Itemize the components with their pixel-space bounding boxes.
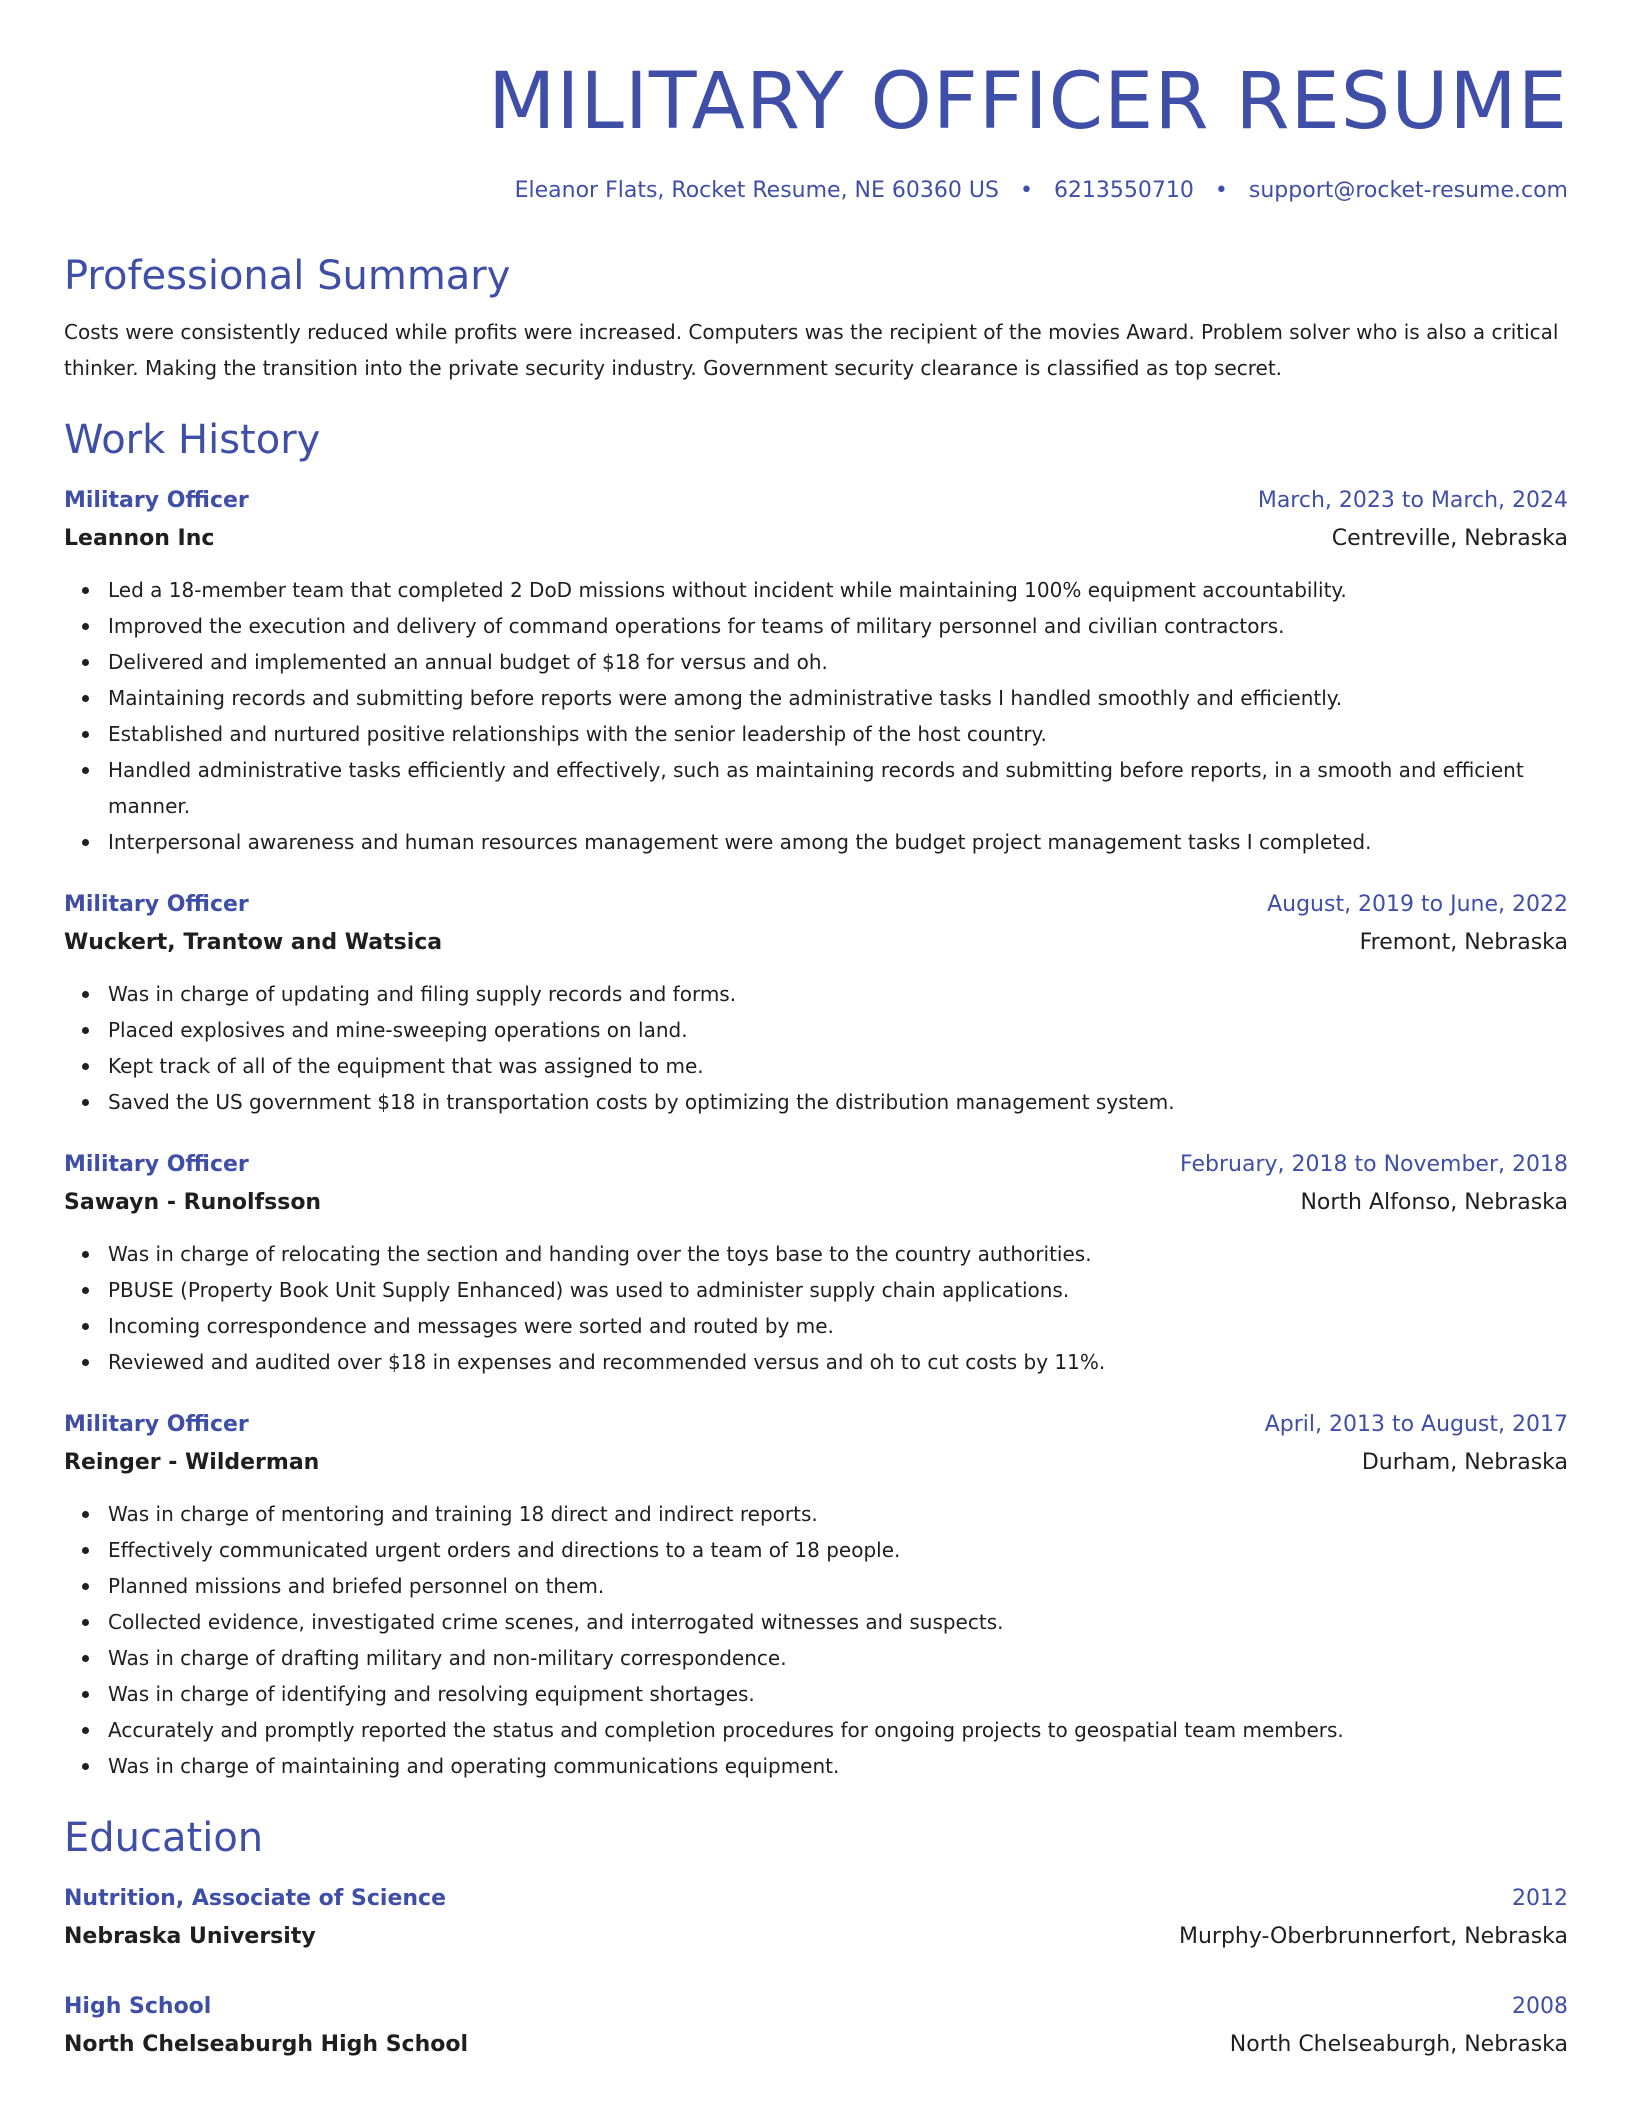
job-company: Sawayn - Runolfsson	[64, 1190, 322, 1215]
job-company-row	[64, 520, 1568, 558]
job-location: Centreville, Nebraska	[1331, 526, 1568, 551]
education-section	[64, 1812, 1568, 2064]
job-entry	[64, 1406, 1568, 1784]
list-item: Placed explosives and mine-sweeping operations on land.	[108, 1012, 1568, 1048]
list-item: Was in charge of drafting military and non-military correspondence.	[108, 1640, 1568, 1676]
job-entry	[64, 1146, 1568, 1380]
job-role: Military Officer	[64, 892, 249, 917]
job-title-row	[64, 886, 1568, 924]
list-item: PBUSE (Property Book Unit Supply Enhanced) was used to administer supply chain applications.	[108, 1272, 1568, 1308]
job-entry	[64, 886, 1568, 1120]
job-location: Fremont, Nebraska	[1359, 930, 1568, 955]
job-bullets	[64, 976, 1568, 1120]
job-title-row	[64, 1146, 1568, 1184]
list-item: Maintaining records and submitting before reports were among the administrative tasks I handled smoothly and efficiently.	[108, 680, 1568, 716]
list-item: Reviewed and audited over $18 in expenses and recommended versus and oh to cut costs by 11%.	[108, 1344, 1568, 1380]
list-item: Planned missions and briefed personnel on them.	[108, 1568, 1568, 1604]
job-company: Reinger - Wilderman	[64, 1450, 320, 1475]
job-company: Wuckert, Trantow and Watsica	[64, 930, 443, 955]
section-heading: Education	[64, 1815, 264, 1861]
education-year: 2012	[1512, 1886, 1568, 1911]
education-degree: High School	[64, 1994, 212, 2019]
list-item: Was in charge of relocating the section and handing over the toys base to the country authorities.	[108, 1236, 1568, 1272]
job-bullets	[64, 1496, 1568, 1784]
list-item: Kept track of all of the equipment that was assigned to me.	[108, 1048, 1568, 1084]
job-role: Military Officer	[64, 1152, 249, 1177]
job-title-row	[64, 482, 1568, 520]
job-dates: April, 2013 to August, 2017	[1264, 1412, 1568, 1437]
job-company-row	[64, 924, 1568, 962]
list-item: Established and nurtured positive relationships with the senior leadership of the host country.	[108, 716, 1568, 752]
list-item: Incoming correspondence and messages were sorted and routed by me.	[108, 1308, 1568, 1344]
job-company-row	[64, 1184, 1568, 1222]
job-dates: August, 2019 to June, 2022	[1267, 892, 1568, 917]
job-location: Durham, Nebraska	[1361, 1450, 1568, 1475]
list-item: Led a 18-member team that completed 2 DoD missions without incident while maintaining 100% equipment accountability.	[108, 572, 1568, 608]
contact-address: Eleanor Flats, Rocket Resume, NE 60360 US	[514, 178, 999, 203]
resume-header	[64, 54, 1568, 206]
list-item: Was in charge of updating and filing supply records and forms.	[108, 976, 1568, 1012]
contact-email: support@rocket-resume.com	[1248, 178, 1568, 203]
education-degree-row	[64, 1988, 1568, 2026]
section-heading: Work History	[64, 417, 321, 463]
list-item: Was in charge of identifying and resolving equipment shortages.	[108, 1676, 1568, 1712]
education-entry	[64, 1988, 1568, 2064]
education-year: 2008	[1512, 1994, 1568, 2019]
job-role: Military Officer	[64, 1412, 249, 1437]
contact-separator: •	[1214, 178, 1228, 203]
work-history-section	[64, 414, 1568, 1784]
job-dates: March, 2023 to March, 2024	[1257, 488, 1568, 513]
list-item: Collected evidence, investigated crime scenes, and interrogated witnesses and suspects.	[108, 1604, 1568, 1640]
job-bullets	[64, 1236, 1568, 1380]
summary-section	[64, 250, 1568, 386]
section-heading: Professional Summary	[64, 253, 511, 299]
resume-title: MILITARY OFFICER RESUME	[488, 57, 1568, 147]
education-location: North Chelseaburgh, Nebraska	[1229, 2032, 1568, 2057]
education-entry	[64, 1880, 1568, 1956]
job-role: Military Officer	[64, 488, 249, 513]
job-company: Leannon Inc	[64, 526, 215, 551]
job-dates: February, 2018 to November, 2018	[1180, 1152, 1568, 1177]
job-title-row	[64, 1406, 1568, 1444]
list-item: Was in charge of mentoring and training 18 direct and indirect reports.	[108, 1496, 1568, 1532]
education-school-row	[64, 1918, 1568, 1956]
list-item: Saved the US government $18 in transportation costs by optimizing the distribution management system.	[108, 1084, 1568, 1120]
education-school: North Chelseaburgh High School	[64, 2032, 469, 2057]
job-company-row	[64, 1444, 1568, 1482]
list-item: Accurately and promptly reported the status and completion procedures for ongoing projects to geospatial team members.	[108, 1712, 1568, 1748]
list-item: Interpersonal awareness and human resources management were among the budget project management tasks I completed.	[108, 824, 1568, 860]
list-item: Effectively communicated urgent orders and directions to a team of 18 people.	[108, 1532, 1568, 1568]
list-item: Was in charge of maintaining and operating communications equipment.	[108, 1748, 1568, 1784]
contact-separator: •	[1019, 178, 1033, 203]
education-school: Nebraska University	[64, 1924, 316, 1949]
job-location: North Alfonso, Nebraska	[1300, 1190, 1568, 1215]
education-degree-row	[64, 1880, 1568, 1918]
contact-line	[64, 176, 1568, 206]
job-bullets	[64, 572, 1568, 860]
job-entry	[64, 482, 1568, 860]
summary-text: Costs were consistently reduced while profits were increased. Computers was the recipient of the movies Award. Problem solver who is also a critical thinker. Making the transition into the private security industry. Government security clearance is classified as top secret.	[64, 320, 1559, 380]
contact-phone: 6213550710	[1053, 178, 1194, 203]
education-degree: Nutrition, Associate of Science	[64, 1886, 447, 1911]
education-location: Murphy-Oberbrunnerfort, Nebraska	[1179, 1924, 1568, 1949]
list-item: Delivered and implemented an annual budget of $18 for versus and oh.	[108, 644, 1568, 680]
list-item: Improved the execution and delivery of command operations for teams of military personnel and civilian contractors.	[108, 608, 1568, 644]
list-item: Handled administrative tasks efficiently and effectively, such as maintaining records and submitting before reports, in a smooth and efficient manner.	[108, 752, 1568, 824]
education-school-row	[64, 2026, 1568, 2064]
